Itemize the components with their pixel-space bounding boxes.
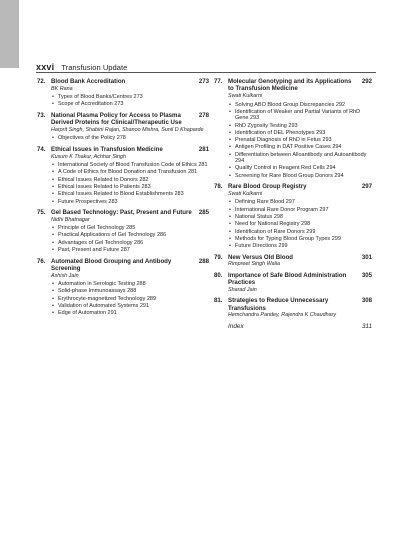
subtopic-item: • Practical Applications of Gel Technology 286 xyxy=(51,232,209,238)
chapter-number: 72. xyxy=(37,78,46,85)
subtopic-item: • National Status 298 xyxy=(228,214,372,220)
toc-entry-heading xyxy=(214,78,372,93)
chapter-number: 73. xyxy=(37,111,46,119)
chapter-number: 79. xyxy=(214,253,223,261)
toc-entry xyxy=(37,209,209,254)
chapter-title: Blood Bank Accreditation xyxy=(51,78,126,85)
toc-entry xyxy=(37,146,209,205)
chapter-number: 81. xyxy=(214,297,223,305)
subtopic-item: • Past, Present and Future 287 xyxy=(51,247,209,253)
subtopic-item: • RhD Zygosity Testing 293 xyxy=(228,123,372,129)
subtopic-item: • Automation in Serologic Testing 288 xyxy=(51,281,209,287)
page-number: xxvi xyxy=(36,62,55,72)
chapter-title: Ethical Issues in Transfusion Medicine xyxy=(51,145,163,153)
subtopic-item: • Objectives of the Policy 278 xyxy=(51,135,209,141)
chapter-title: Importance of Safe Blood Administration Practices xyxy=(228,271,347,287)
chapter-authors: Hemchandra Pandey, Rajendra K Chaudhary xyxy=(228,312,337,319)
chapter-title: New Versus Old Blood xyxy=(228,253,294,261)
subtopic-item: • Identification of Rare Donors 299 xyxy=(228,229,372,235)
chapter-page: 281 xyxy=(198,145,209,153)
subtopic-item: • Methods for Typing Blood Group Types 299 xyxy=(228,236,372,242)
toc-entry xyxy=(37,78,209,108)
subtopic-list xyxy=(51,225,209,253)
toc-entry xyxy=(214,183,372,249)
toc-entry xyxy=(214,297,372,319)
chapter-authors: Kusum K Thakur, Achhar Singh xyxy=(51,153,127,160)
subtopic-item: • Scope of Accreditation 273 xyxy=(51,101,209,107)
chapter-page: 308 xyxy=(361,297,372,305)
subtopic-item: • Identification of DEL Phenotypes 293 xyxy=(228,130,372,136)
index-entry xyxy=(228,323,372,331)
chapter-page: 292 xyxy=(361,78,372,85)
subtopic-item: • Ethical Issues Related to Blood Establishments 283 xyxy=(51,191,209,197)
toc-right-column xyxy=(214,78,372,330)
chapter-title: Automated Blood Grouping and Antibody Screening xyxy=(51,257,172,272)
subtopic-list xyxy=(228,199,372,249)
subtopic-item: • Antigen Profiling in DAT Positive Cases 294 xyxy=(228,144,372,150)
subtopic-item: • Ethical Issues Related to Donors 282 xyxy=(51,177,209,183)
toc-entry xyxy=(214,272,372,294)
subtopic-item: • Prenatal Diagnosis of RhD in Fetus 293 xyxy=(228,137,372,143)
subtopic-item: • Solid-phase Immunoassays 288 xyxy=(51,288,209,294)
toc-entry-heading xyxy=(214,297,372,312)
toc-entry xyxy=(214,78,372,179)
chapter-number: 78. xyxy=(214,183,223,191)
running-header xyxy=(36,62,127,72)
subtopic-list xyxy=(228,102,372,180)
subtopic-item: • Defining Rare Blood 297 xyxy=(228,199,372,205)
subtopic-item: • Quality Control in Reagent Red Cells 294 xyxy=(228,165,372,171)
subtopic-item: • Solving ABO Blood Group Discrepancies 292 xyxy=(228,102,372,108)
subtopic-item: • Identification of Weaker and Partial Variants of RhD Gene 293 xyxy=(228,109,372,122)
toc-entry-heading xyxy=(37,258,209,273)
chapter-number: 74. xyxy=(37,145,46,153)
chapter-authors: Swati Kulkarni xyxy=(228,191,263,198)
toc-entry xyxy=(37,112,209,142)
chapter-authors: Ashish Jain xyxy=(51,272,79,279)
side-tab xyxy=(0,0,19,68)
toc-left-column xyxy=(37,78,209,321)
subtopic-item: • Need for National Registry 298 xyxy=(228,221,372,227)
running-title: Transfusion Update xyxy=(61,63,128,72)
chapter-page: 285 xyxy=(198,209,209,217)
subtopic-item: • Edge of Automation 291 xyxy=(51,310,209,316)
chapter-page: 297 xyxy=(361,183,372,191)
chapter-authors: BK Rana xyxy=(51,85,73,92)
chapter-title: Gel Based Technology: Past, Present and Future xyxy=(51,209,192,217)
chapter-authors: Nidhi Bhatnagar xyxy=(51,216,90,223)
subtopic-item: • Differentiation between Alloantibody and Autoantibody 294 xyxy=(228,152,372,165)
subtopic-item: • A Code of Ethics for Blood Donation and Transfusion 281 xyxy=(51,169,209,175)
subtopic-item: • Erythrocyte-magnetized Technology 289 xyxy=(51,296,209,302)
index-label: Index xyxy=(228,322,244,330)
index-page: 311 xyxy=(361,322,372,330)
chapter-number: 77. xyxy=(214,78,223,85)
subtopic-list xyxy=(51,135,209,141)
chapter-authors: Swati Kulkarni xyxy=(228,93,263,100)
subtopic-list xyxy=(51,162,209,205)
subtopic-item: • International Society of Blood Transfusion Code of Ethics 281 xyxy=(51,162,209,168)
subtopic-item: • Future Prospectives 283 xyxy=(51,199,209,205)
toc-entry-heading xyxy=(214,272,372,287)
subtopic-item: • International Rare Donor Program 297 xyxy=(228,207,372,213)
chapter-page: 301 xyxy=(361,253,372,261)
toc-entry-heading xyxy=(37,209,209,216)
chapter-title: Rare Blood Group Registry xyxy=(228,183,307,191)
subtopic-item: • Types of Blood Banks/Centres 273 xyxy=(51,94,209,100)
chapter-page: 273 xyxy=(198,78,209,85)
toc-entry xyxy=(214,254,372,268)
chapter-authors: Harprit Singh, Shabini Rajan, Shanoo Mishra, Sunil D Khaparde xyxy=(51,127,204,134)
chapter-number: 80. xyxy=(214,271,223,279)
chapter-title: National Plasma Policy for Access to Plasma Derived Proteins for Clinical/Therapeutic Use xyxy=(51,111,182,127)
chapter-page: 288 xyxy=(198,257,209,265)
toc-entry-heading xyxy=(37,146,209,153)
chapter-number: 76. xyxy=(37,257,46,265)
subtopic-item: • Screening for Rare Blood Group Donors 294 xyxy=(228,173,372,179)
toc-entry-heading xyxy=(214,183,372,190)
toc-entry-heading xyxy=(214,254,372,261)
chapter-title: Strategies to Reduce Unnecessary Transfusions xyxy=(228,297,329,312)
chapter-page: 305 xyxy=(361,271,372,279)
subtopic-item: • Future Directions 299 xyxy=(228,243,372,249)
subtopic-list xyxy=(51,281,209,317)
chapter-page: 278 xyxy=(198,111,209,119)
header-rule xyxy=(36,72,376,73)
chapter-authors: Rimpreet Singh Walia xyxy=(228,261,281,268)
subtopic-item: • Advantages of Gel Technology 286 xyxy=(51,240,209,246)
chapter-title: Molecular Genotyping and its Applications to Transfusion Medicine xyxy=(228,78,352,93)
subtopic-item: • Principle of Gel Technology 285 xyxy=(51,225,209,231)
subtopic-list xyxy=(51,94,209,108)
chapter-authors: Sharad Jain xyxy=(228,286,257,293)
subtopic-item: • Ethical Issues Related to Patients 283 xyxy=(51,184,209,190)
toc-entry xyxy=(37,258,209,317)
subtopic-item: • Validation of Automated Systems 291 xyxy=(51,303,209,309)
chapter-number: 75. xyxy=(37,209,46,217)
toc-entry-heading xyxy=(37,78,209,85)
toc-entry-heading xyxy=(37,112,209,127)
